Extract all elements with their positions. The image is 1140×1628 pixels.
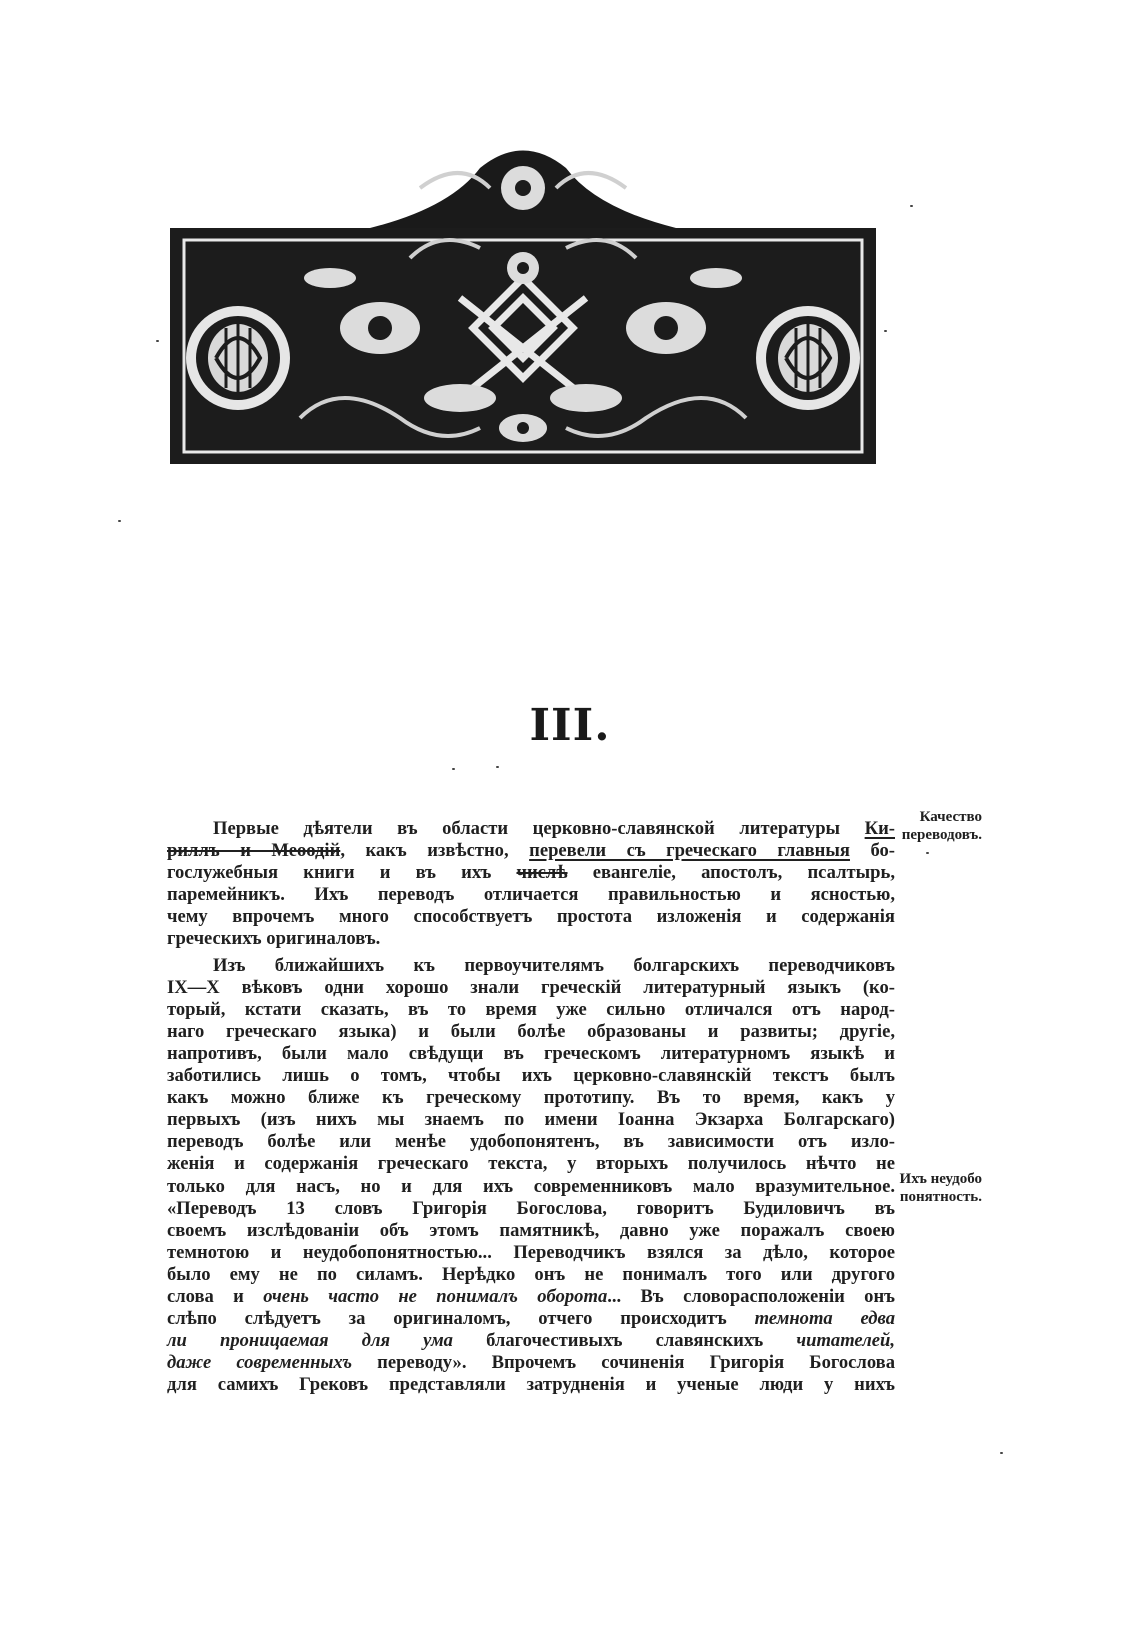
text-line: наго греческаго языка) и были болѣе образованы и развиты; другіе, <box>167 1020 895 1042</box>
text-line <box>167 1352 895 1374</box>
text-run: Первые дѣятели въ области церковно-славянской литературы <box>213 818 865 839</box>
text-line: заботились лишь о томъ, чтобы ихъ церковно-славянскій текстъ былъ <box>167 1065 895 1087</box>
underlined-text: перевели съ греческаго главныя <box>529 840 850 862</box>
scan-speck <box>118 520 121 522</box>
text-line: какъ можно ближе къ греческому прототипу. Въ то время, какъ у <box>167 1087 895 1109</box>
underlined-text: Ки- <box>864 818 895 839</box>
italic-text: темнота едва <box>754 1308 895 1330</box>
text-line: первыхъ (изъ нихъ мы знаемъ по имени Іоанна Экзарха Болгарскаго) <box>167 1109 895 1131</box>
italic-text: читателей, <box>796 1330 895 1352</box>
text-line: только для насъ, но и для ихъ современниковъ мало вразумительное. <box>167 1175 895 1197</box>
text-run: благочестивыхъ славянскихъ <box>452 1330 797 1352</box>
scan-speck <box>496 766 499 768</box>
text-run: , какъ извѣстно, <box>340 840 530 862</box>
text-line <box>167 1286 895 1308</box>
text-run: слѣпо слѣдуетъ за оригиналомъ, отчего происходитъ <box>167 1308 755 1330</box>
margin-note-line: Ихъ неудобо <box>899 1171 982 1187</box>
chapter-number: III. <box>529 700 611 751</box>
body-text <box>167 818 895 1396</box>
text-line: переводъ болѣе или менѣе удобопонятенъ, въ зависимости отъ изло- <box>167 1131 895 1153</box>
text-line <box>167 1308 895 1330</box>
italic-text: ли проницаемая для ума <box>167 1330 453 1352</box>
margin-note-line: понятность. <box>899 1189 982 1205</box>
text-line: паремейникъ. Ихъ переводъ отличается правильностью и ясностью, <box>167 884 895 906</box>
text-run: переводу». Впрочемъ сочиненія Григорія Богослова <box>352 1352 895 1374</box>
text-line <box>167 818 895 840</box>
margin-note-line: переводовъ. <box>901 827 982 843</box>
text-line: своемъ изслѣдованіи объ этомъ памятникѣ, давно уже поражалъ своею <box>167 1219 895 1241</box>
text-run: бо- <box>849 840 895 862</box>
italic-text: очень часто не понималъ оборота <box>263 1285 608 1307</box>
scan-speck <box>926 852 929 854</box>
text-line <box>167 840 895 862</box>
text-line: Изъ ближайшихъ къ первоучителямъ болгарскихъ переводчиковъ <box>213 954 895 976</box>
scan-speck <box>1000 1452 1003 1454</box>
text-run: слова и <box>167 1285 264 1307</box>
text-line <box>167 1330 895 1352</box>
scan-speck <box>452 768 455 770</box>
text-line: «Переводъ 13 словъ Григорія Богослова, говоритъ Будиловичъ въ <box>167 1197 895 1219</box>
text-line: греческихъ оригиналовъ. <box>167 928 381 950</box>
struck-text: риллъ и Меѳодій <box>167 840 341 862</box>
text-line: IX—X вѣковъ одни хорошо знали греческій литературный языкъ (ко- <box>167 976 895 998</box>
text-line <box>167 862 895 884</box>
paragraph-2 <box>167 955 895 1397</box>
text-line: торый, кстати сказать, въ то время уже сильно отличался отъ народ- <box>167 998 895 1020</box>
text-line: напротивъ, были мало свѣдущи въ греческомъ литературномъ языкѣ и <box>167 1042 895 1064</box>
text-run: ... Въ словорасположеніи онъ <box>607 1285 895 1307</box>
paragraph-1 <box>167 818 895 951</box>
scan-speck <box>910 205 913 207</box>
scan-speck <box>884 330 887 332</box>
text-line: женія и содержанія греческаго текста, у вторыхъ получилось нѣчто не <box>167 1153 895 1175</box>
text-line: темнотою и неудобопонятностью... Переводчикъ взялся за дѣло, которое <box>167 1241 895 1263</box>
text-line: для самихъ Грековъ представляли затрудненія и ученые люди у нихъ <box>167 1374 895 1396</box>
italic-text: даже современныхъ <box>167 1352 353 1374</box>
scan-speck <box>156 340 159 342</box>
margin-note-line: Качество <box>919 809 982 825</box>
text-line: чему впрочемъ много способствуетъ простота изложенія и содержанія <box>167 906 895 928</box>
struck-text: числѣ <box>516 862 568 884</box>
text-run: гослужебныя книги и въ ихъ <box>167 862 517 884</box>
text-line: было ему не по силамъ. Нерѣдко онъ не понималъ того или другого <box>167 1263 895 1285</box>
text-run: евангеліе, апостолъ, псалтырь, <box>567 862 896 884</box>
ornamental-headpiece-icon <box>160 128 886 476</box>
